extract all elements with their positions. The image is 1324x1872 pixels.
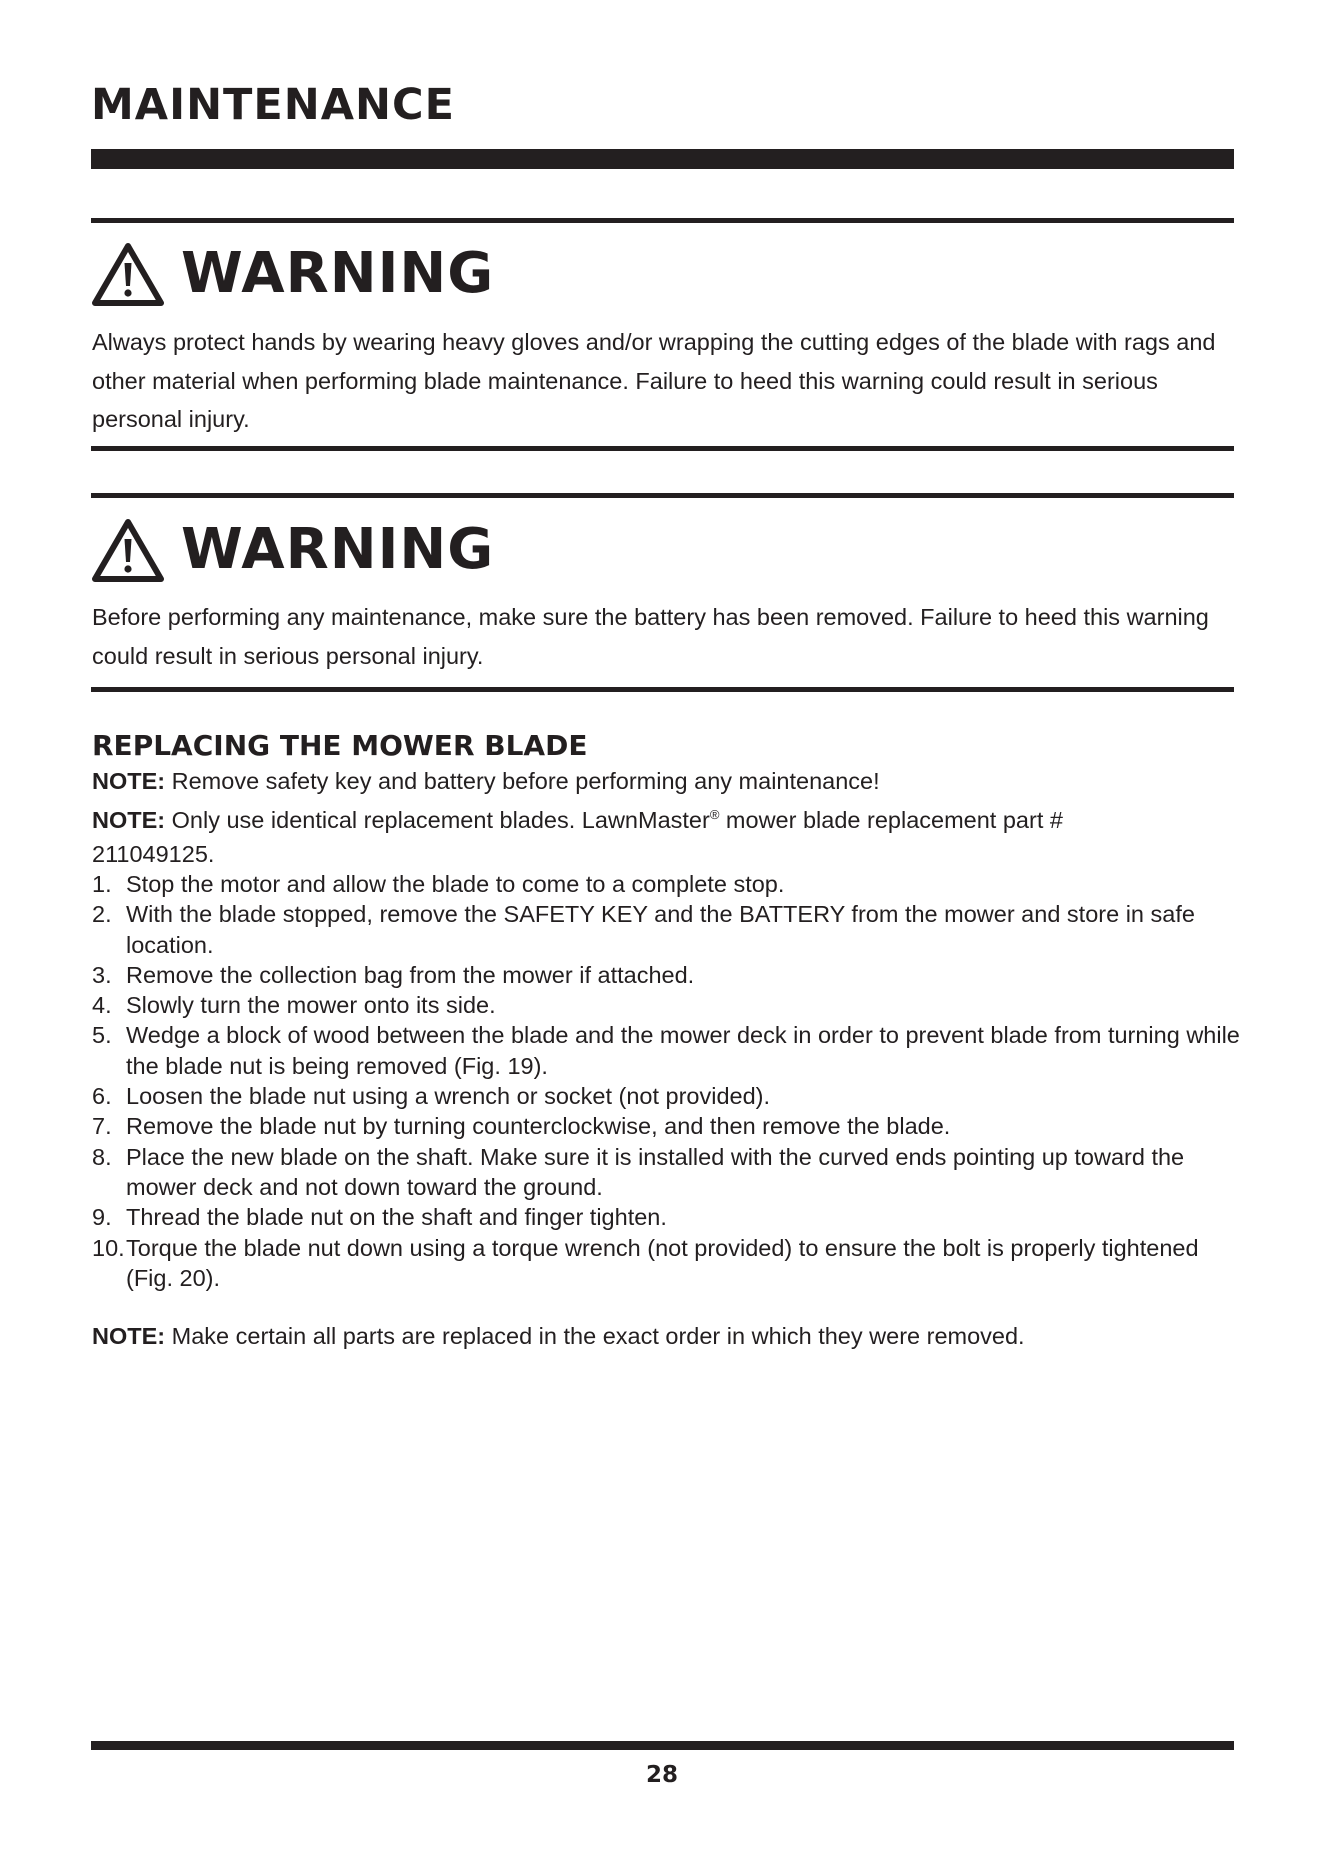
step-number: 10. <box>92 1234 125 1261</box>
note-text: Make certain all parts are replaced in the exact order in which they were removed. <box>171 1323 1025 1349</box>
note-label: NOTE: <box>92 768 166 794</box>
warning-bottom-rule <box>91 687 1234 692</box>
warning-triangle-icon <box>91 241 165 307</box>
step-number: 8. <box>92 1143 112 1170</box>
warning-triangle-icon <box>91 517 165 583</box>
note-text: Only use identical replacement blades. LawnMaster <box>171 806 710 833</box>
warning-bottom-rule <box>91 446 1234 451</box>
list-item <box>92 869 1242 899</box>
step-number: 9. <box>92 1204 112 1231</box>
warning-heading-text: WARNING <box>181 241 495 306</box>
warning-heading <box>91 241 494 307</box>
page-title: MAINTENANCE <box>91 80 455 130</box>
warning-text: Always protect hands by wearing heavy gloves and/or wrapping the cutting edges of the blade with rags and other material when performing blade maintenance. Failure to heed this warning could result in serious personal injury. <box>92 329 1216 432</box>
step-text: Stop the motor and allow the blade to come to a complete stop. <box>126 871 785 897</box>
list-item <box>92 960 1242 990</box>
step-text: Thread the blade nut on the shaft and finger tighten. <box>126 1204 667 1231</box>
warning-top-rule <box>91 493 1234 498</box>
steps-list <box>92 869 1242 1293</box>
note <box>92 764 1242 798</box>
warning-text: Before performing any maintenance, make sure the battery has been removed. Failure to heed this warning could result in serious personal injury. <box>92 604 1209 669</box>
title-underline-bar <box>91 149 1234 169</box>
note-text: Remove safety key and battery before performing any maintenance! <box>171 768 880 794</box>
registered-mark: ® <box>709 807 720 822</box>
step-text: Remove the collection bag from the mower if attached. <box>126 961 695 988</box>
list-item <box>92 899 1242 960</box>
step-number: 4. <box>92 992 112 1019</box>
step-number: 1. <box>92 871 112 897</box>
step-number: 5. <box>92 1022 112 1049</box>
page-number: 28 <box>645 1762 678 1788</box>
step-number: 6. <box>92 1083 112 1110</box>
step-text: Remove the blade nut by turning counterclockwise, and then remove the blade. <box>126 1113 951 1140</box>
list-item <box>92 990 1242 1020</box>
list-item <box>92 1202 1242 1232</box>
step-number: 7. <box>92 1113 112 1140</box>
step-text: Wedge a block of wood between the blade and the mower deck in order to prevent blade from turning while the blade nut is being removed (Fig. 19). <box>126 1022 1240 1079</box>
warning-heading <box>91 517 494 583</box>
list-item <box>92 1111 1242 1141</box>
section-title: REPLACING THE MOWER BLADE <box>92 729 588 762</box>
list-item <box>92 1142 1242 1203</box>
footer-rule <box>91 1741 1234 1750</box>
list-item <box>92 1233 1242 1294</box>
note-label: NOTE: <box>92 1323 166 1349</box>
warning-heading-text: WARNING <box>181 517 495 582</box>
step-number: 3. <box>92 961 112 988</box>
list-item <box>92 1081 1242 1111</box>
note-label: NOTE: <box>92 806 166 833</box>
warning-top-rule <box>91 218 1234 223</box>
step-text: Slowly turn the mower onto its side. <box>126 992 496 1019</box>
note-text: mower blade replacement part # 211049125. <box>92 806 1063 867</box>
list-item <box>92 1020 1242 1081</box>
step-text: Loosen the blade nut using a wrench or socket (not provided). <box>126 1083 771 1110</box>
step-text: Torque the blade nut down using a torque wrench (not provided) to ensure the bolt is properly tightened (Fig. 20). <box>126 1234 1199 1291</box>
step-text: Place the new blade on the shaft. Make sure it is installed with the curved ends pointing up toward the mower deck and not down toward the ground. <box>126 1143 1185 1200</box>
step-text: With the blade stopped, remove the SAFETY KEY and the BATTERY from the mower and store in safe location. <box>126 901 1195 958</box>
final-note <box>92 1319 1242 1353</box>
step-number: 2. <box>92 901 112 928</box>
note <box>92 798 1102 871</box>
